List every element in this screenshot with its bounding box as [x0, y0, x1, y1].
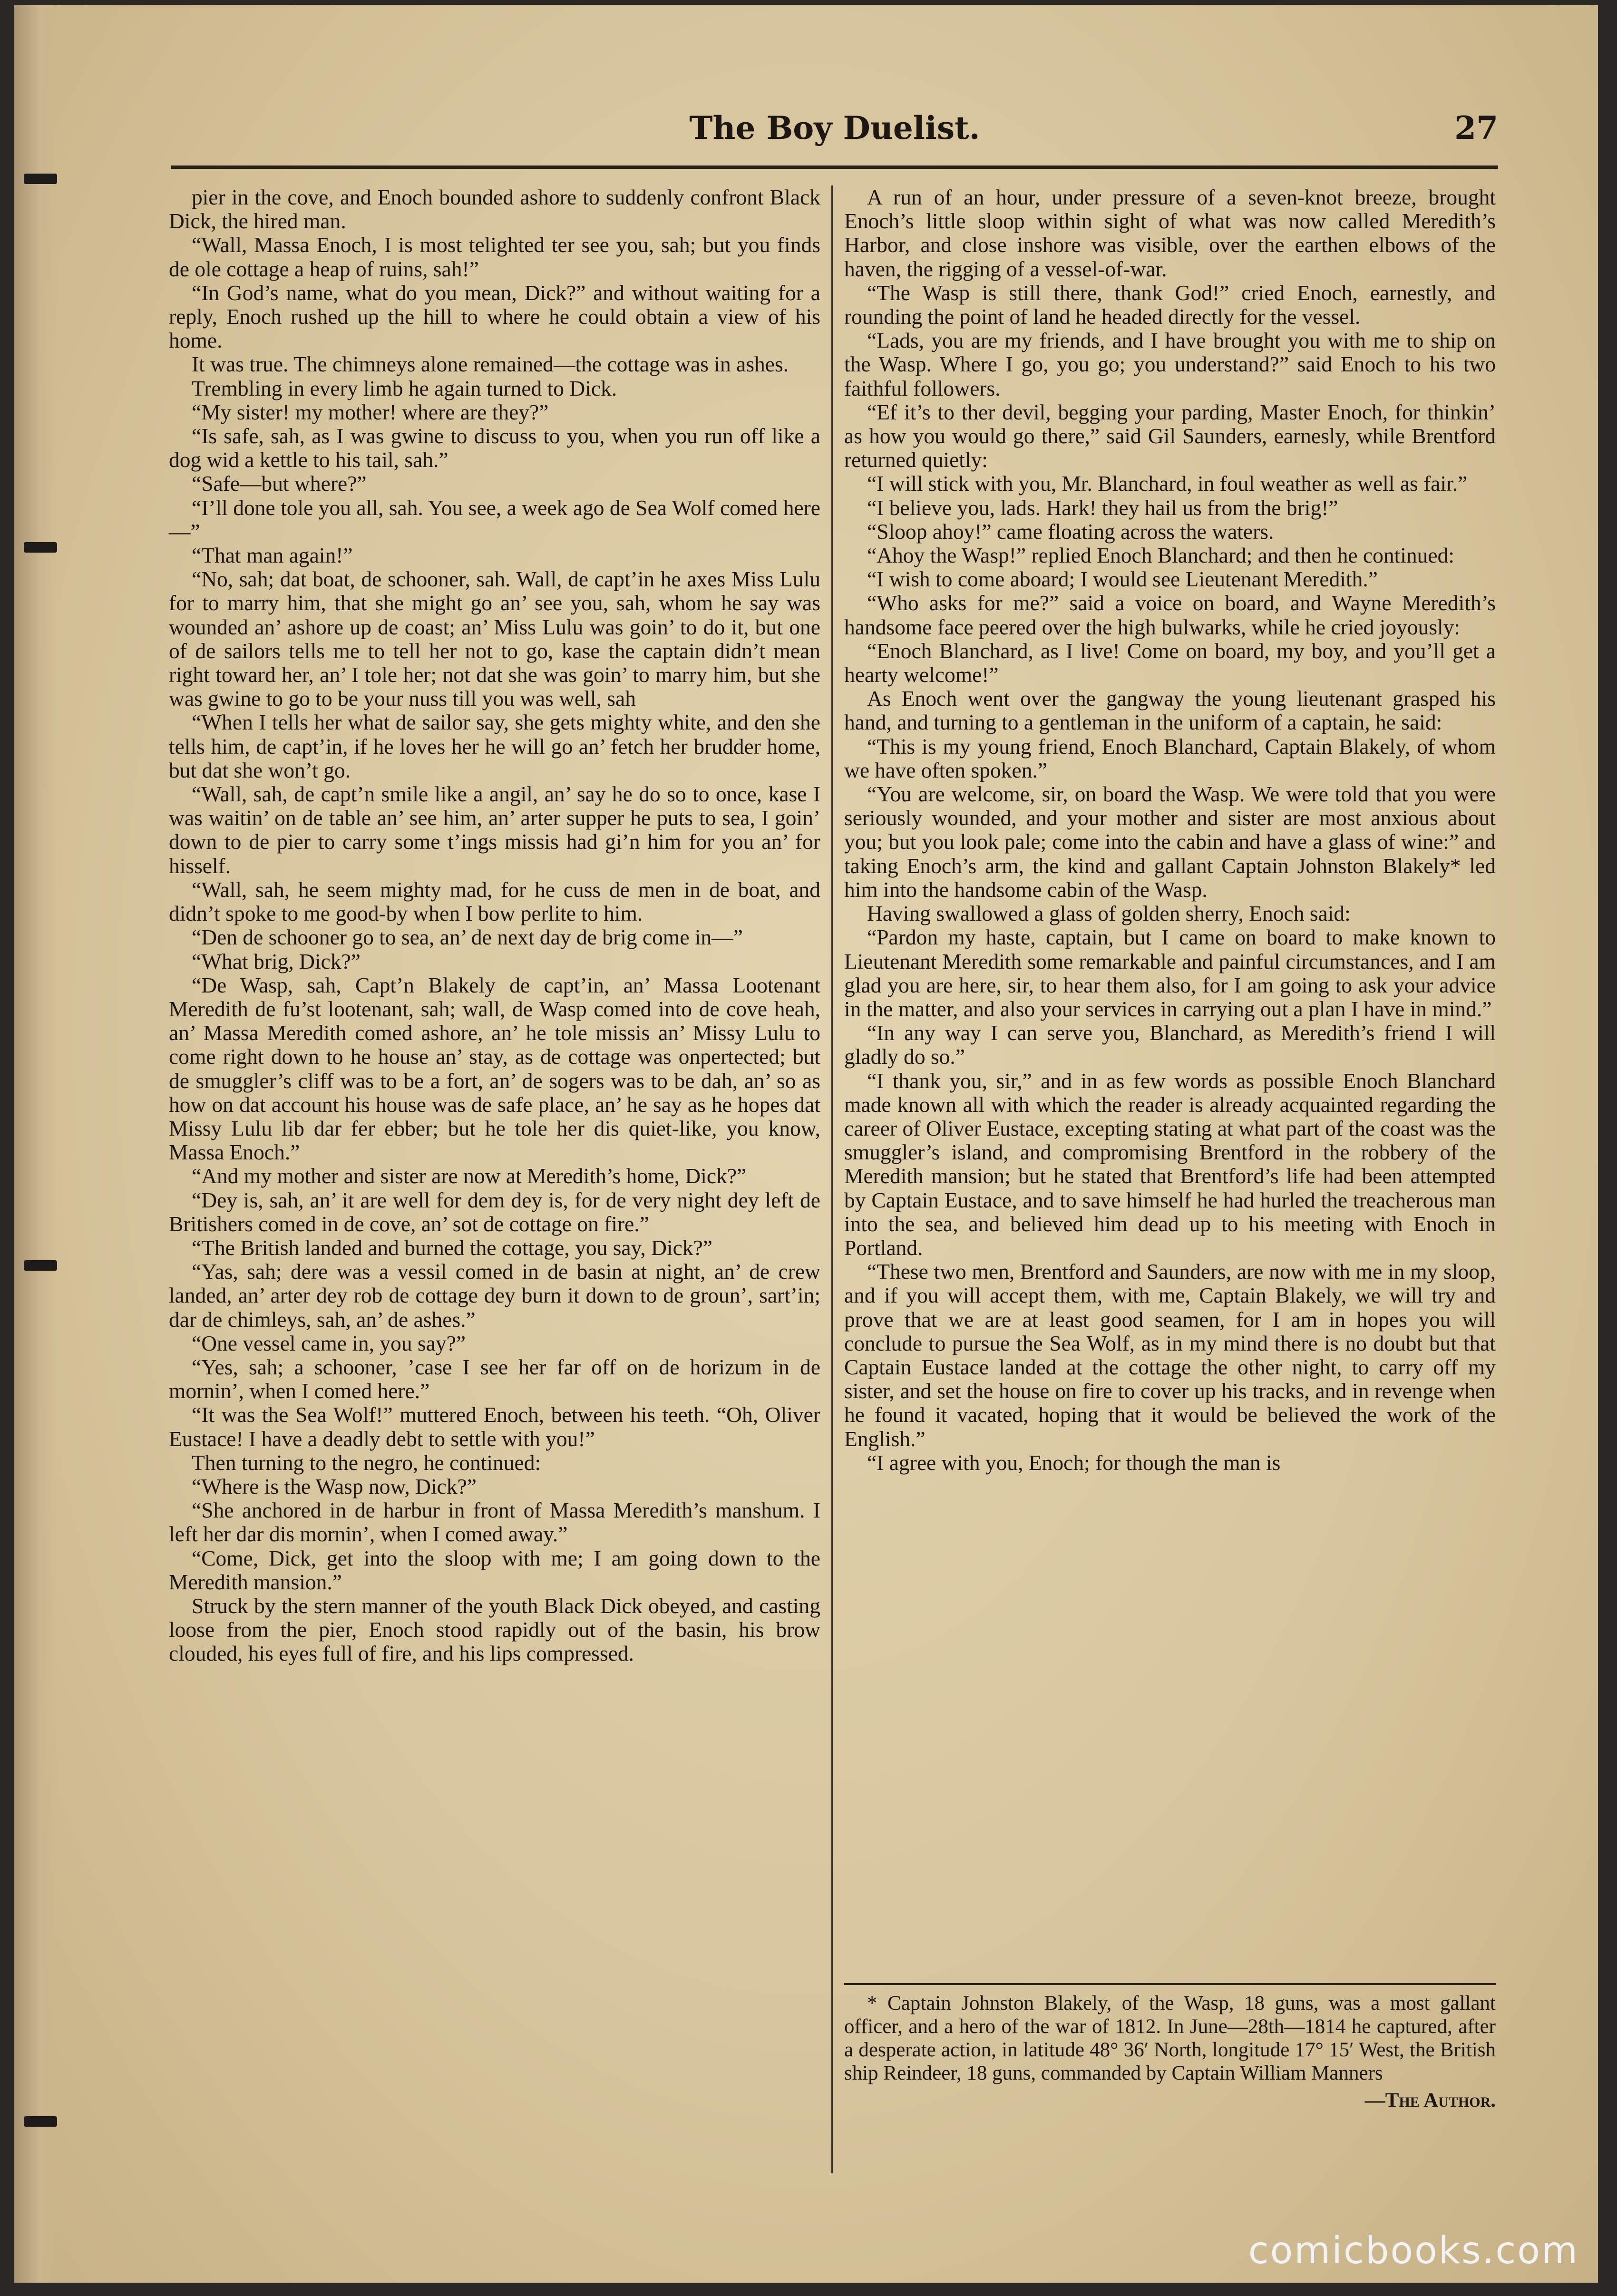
paragraph: Trembling in every limb he again turned to Dick. — [192, 376, 617, 400]
paragraph: “Ahoy the Wasp!” replied Enoch Blanchard; and then he continued: — [867, 543, 1454, 568]
left-column — [169, 185, 820, 1666]
paragraph: “The Wasp is still there, thank God!” cried Enoch, earnestly, and rounding the point of land he headed directly for the vessel. — [844, 280, 1496, 329]
footnote-signature: —The Author. — [1364, 2089, 1496, 2111]
paragraph: “I agree with you, Enoch; for though the man is — [867, 1450, 1281, 1475]
paragraph: “Pardon my haste, captain, but I came on board to make known to Lieutenant Meredith some remarkable and painful circumstances, and I am glad you are here, sir, to hear them also, for I am going to ask your advice in the matter, and also your services in carrying out a plan I have in mind.” — [844, 925, 1496, 1021]
paragraph: “De Wasp, sah, Capt’n Blakely de capt’in, an’ Massa Lootenant Meredith de fu’st lootenant, sah; wall, de Wasp comed into de cove heah, an’ Massa Meredith comed ashore, an’ he tole missis an’ Missy Lulu to come right down to he house an’ stay, as de cottage was onpertected; but de smuggler’s cliff was to be a fort, an’ de sogers was to be dah, an’ so as how on dat account his house was de safe place, an’ he say as he hopes dat Missy Lulu lib dar fer ebber; but he tole her dis quiet-like, you know, Massa Enoch.” — [169, 973, 820, 1165]
paragraph: “I believe you, lads. Hark! they hail us from the brig!” — [867, 495, 1338, 520]
paragraph: “Ef it’s to ther devil, begging your parding, Master Enoch, for thinkin’ as how you would go there,” said Gil Saunders, earnesly, while Brentford returned quietly: — [844, 399, 1496, 472]
paragraph: “What brig, Dick?” — [192, 949, 360, 973]
paragraph: “Wall, sah, de capt’n smile like a angil, an’ say he do so to once, kase I was waitin’ on de table an’ see him, an’ arter supper he puts to sea, I goin’ down to de pier to carry some t’ings missis had gi’n him for you an’ for hisself. — [169, 782, 820, 878]
paragraph: A run of an hour, under pressure of a seven-knot breeze, brought Enoch’s little sloop within sight of what was now called Meredith’s Harbor, and close inshore was visible, over the earthen elbows of the haven, the rigging of a vessel-of-war. — [844, 185, 1496, 281]
paragraph: “That man again!” — [192, 543, 353, 568]
paragraph: “She anchored in de harbur in front of Massa Meredith’s manshum. I left her dar dis mornin’, when I comed away.” — [169, 1498, 820, 1547]
paragraph: “Wall, sah, he seem mighty mad, for he cuss de men in de boat, and didn’t spoke to me good-by when I bow perlite to him. — [169, 877, 820, 926]
book-page — [14, 5, 1598, 2283]
paragraph: Having swallowed a glass of golden sherry, Enoch said: — [867, 901, 1351, 926]
paragraph: “Wall, Massa Enoch, I is most telighted ter see you, sah; but you finds de ole cottage a heap of ruins, sah!” — [169, 233, 820, 281]
paragraph: “One vessel came in, you say?” — [192, 1331, 466, 1355]
paragraph: “When I tells her what de sailor say, she gets mighty white, and den she tells him, de capt’in, if he loves her he will go an’ fetch her brudder home, but dat she won’t go. — [169, 710, 820, 782]
paragraph: “Who asks for me?” said a voice on board, and Wayne Meredith’s handsome face peered over the high bulwarks, while he cried joyously: — [844, 591, 1496, 639]
paragraph: “The British landed and burned the cottage, you say, Dick?” — [192, 1235, 712, 1260]
paragraph: “This is my young friend, Enoch Blanchard, Captain Blakely, of whom we have often spoken.” — [844, 734, 1496, 782]
paragraph: “I thank you, sir,” and in as few words as possible Enoch Blanchard made known all with which the reader is already acquainted regarding the career of Oliver Eustace, excepting stating at what part of the coast was the smuggler’s island, and compromising Brentford in the robbery of the Meredith mansion; but he stated that Brentford’s life had been attempted by Captain Eustace, and to save himself he had hurled the treacherous man into the sea, and believed him dead up to his meeting with Enoch in Portland. — [844, 1068, 1496, 1260]
binding-stitch — [24, 542, 57, 553]
paragraph: “These two men, Brentford and Saunders, are now with me in my sloop, and if you will accept them, with me, Captain Blakely, we will try and prove that we are at least good seamen, for I am in hopes you will conclude to pursue the Sea Wolf, as in my mind there is no doubt but that Captain Eustace landed at the cottage the other night, to carry off my sister, and set the house on fire to cover up his tracks, and in revenge when he found it vacated, hoping that it would be believed the work of the English.” — [844, 1259, 1496, 1451]
paragraph: “Yes, sah; a schooner, ’case I see her far off on de horizum in de mornin’, when I comed here.” — [169, 1354, 820, 1403]
paragraph: Then turning to the negro, he continued: — [192, 1450, 541, 1475]
paragraph: As Enoch went over the gangway the young lieutenant grasped his hand, and turning to a gentleman in the uniform of a captain, he said: — [844, 686, 1496, 735]
paragraph: “You are welcome, sir, on board the Wasp. We were told that you were seriously wounded, and your mother and sister are most anxious about you; but you look pale; come into the cabin and have a glass of wine:” and taking Enoch’s arm, the kind and gallant Captain Johnston Blakely* led him into the handsome cabin of the Wasp. — [844, 782, 1496, 902]
paragraph: “Safe—but where?” — [192, 471, 367, 496]
footnote-text: * Captain Johnston Blakely, of the Wasp, 18 guns, was a most gallant officer, and a hero of the war of 1812. In June—28th—1814 he captured, after a desperate action, in latitude 48° 36′ North, longitude 17° 15′ West, the British ship Reindeer, 18 guns, commanded by Captain William Manners — [844, 1992, 1496, 2084]
paragraph: “Where is the Wasp now, Dick?” — [192, 1474, 477, 1498]
paragraph: “Yas, sah; dere was a vessil comed in de basin at night, an’ de crew landed, an’ arter dey rob de cottage dey burn it down to de groun’, sart’in; dar de chimleys, sah, an’ de ashes.” — [169, 1259, 820, 1332]
paragraph: pier in the cove, and Enoch bounded ashore to suddenly confront Black Dick, the hired man. — [169, 185, 820, 233]
running-title: The Boy Duelist. — [689, 109, 980, 146]
paragraph: “And my mother and sister are now at Meredith’s home, Dick?” — [192, 1164, 747, 1188]
paragraph: It was true. The chimneys alone remained—the cottage was in ashes. — [192, 352, 789, 377]
binding-stitch — [24, 1260, 57, 1271]
watermark-logo: comicbooks.com — [1248, 2229, 1579, 2272]
paragraph: “Enoch Blanchard, as I live! Come on board, my boy, and you’ll get a hearty welcome!” — [844, 638, 1496, 687]
paragraph: “Den de schooner go to sea, an’ de next day de brig come in—” — [192, 925, 743, 950]
paragraph: “It was the Sea Wolf!” muttered Enoch, between his teeth. “Oh, Oliver Eustace! I have a deadly debt to settle with you!” — [169, 1402, 820, 1451]
paragraph: Struck by the stern manner of the youth Black Dick obeyed, and casting loose from the pier, Enoch stood rapidly out of the basin, his brow clouded, his eyes full of fire, and his lips compressed. — [169, 1593, 820, 1666]
paragraph: “I’ll done tole you all, sah. You see, a week ago de Sea Wolf comed here—” — [169, 495, 820, 544]
footnote — [844, 1983, 1496, 2112]
paragraph: “In God’s name, what do you mean, Dick?” and without waiting for a reply, Enoch rushed up the hill to where he could obtain a view of his home. — [169, 280, 820, 353]
page-number: 27 — [1454, 109, 1498, 146]
binding-edge — [14, 5, 57, 2283]
paragraph: “In any way I can serve you, Blanchard, as Meredith’s friend I will gladly do so.” — [844, 1021, 1496, 1069]
paragraph: “No, sah; dat boat, de schooner, sah. Wall, de capt’in he axes Miss Lulu for to marry him, that she might go an’ see you, sah, whom he say was wounded an’ ashore up de coast; an’ Miss Lulu was goin’ to do it, but one of de sailors tells me to tell her not to go, kase the captain didn’t mean right toward her, an’ I tole her; not dat she was goin’ to marry him, but she was gwine to go to be your nuss till you was well, sah — [169, 567, 820, 711]
paragraph: “I wish to come aboard; I would see Lieutenant Meredith.” — [867, 567, 1378, 592]
paragraph: “Dey is, sah, an’ it are well for dem dey is, for de very night dey left de Britishers comed in de cove, an’ sot de cottage on fire.” — [169, 1187, 820, 1236]
paragraph: “I will stick with you, Mr. Blanchard, in foul weather as well as fair.” — [867, 471, 1468, 496]
header-rule — [171, 165, 1498, 169]
right-column — [844, 185, 1496, 1475]
page-header — [171, 100, 1498, 162]
binding-stitch — [24, 2116, 57, 2127]
paragraph: “Come, Dick, get into the sloop with me; I am going down to the Meredith mansion.” — [169, 1546, 820, 1594]
binding-stitch — [24, 174, 57, 184]
paragraph: “Lads, you are my friends, and I have brought you with me to ship on the Wasp. Where I go, you go; you understand?” said Enoch to his two faithful followers. — [844, 328, 1496, 400]
paragraph: “Is safe, sah, as I was gwine to discuss to you, when you run off like a dog wid a kettle to his tail, sah.” — [169, 424, 820, 472]
paragraph: “My sister! my mother! where are they?” — [192, 399, 549, 424]
column-divider — [831, 185, 833, 2173]
paragraph: “Sloop ahoy!” came floating across the waters. — [867, 519, 1274, 544]
